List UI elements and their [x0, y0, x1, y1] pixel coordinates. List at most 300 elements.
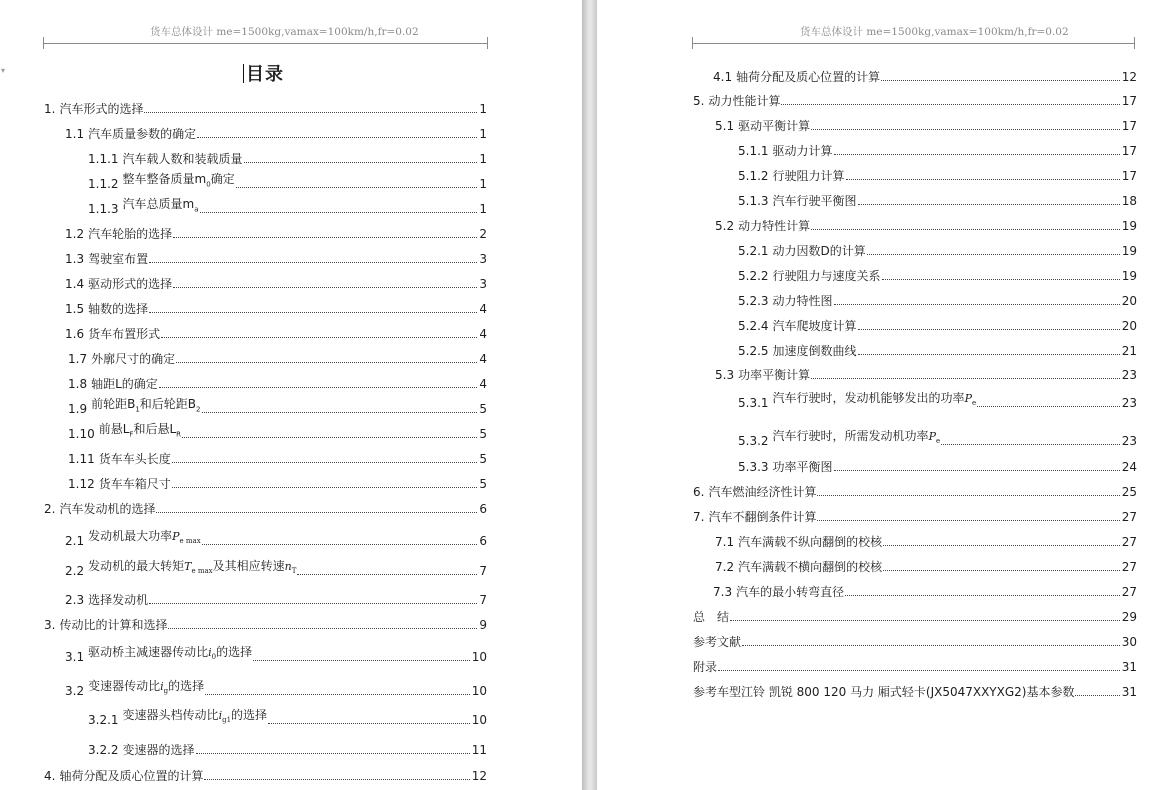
- toc-entry[interactable]: [715, 558, 1137, 574]
- math-subscript: e max: [191, 567, 213, 575]
- toc-entry-text: 轴荷分配及质心位置的计算: [736, 70, 881, 84]
- toc-page-number: 20: [1121, 294, 1137, 308]
- dot-leader: [1075, 695, 1119, 696]
- toc-page-number: 17: [1121, 119, 1137, 133]
- toc-page-number: 7: [479, 593, 487, 607]
- toc-entry-number: 4.: [44, 769, 56, 783]
- toc-page-number: 7: [479, 564, 487, 578]
- dot-leader: [834, 470, 1120, 471]
- page-header-text: 货车总体设计 me=1500kg,vamax=100km/h,fr=0.02: [800, 26, 1069, 38]
- toc-entry-number: 1.10: [68, 427, 95, 441]
- toc-entry-title: [773, 319, 857, 333]
- toc-title-text: 目录: [246, 64, 284, 85]
- toc-entry-title: [708, 510, 816, 524]
- dot-leader: [197, 137, 477, 138]
- toc-page-number: 3: [479, 252, 487, 266]
- toc-entry[interactable]: [68, 375, 487, 391]
- dot-leader: [883, 545, 1120, 546]
- toc-entry[interactable]: [65, 591, 487, 607]
- toc-subscript: F: [129, 430, 134, 438]
- toc-entry-number: 1.5: [65, 302, 85, 316]
- toc-entry-title: [773, 391, 977, 410]
- toc-page-number: 4: [479, 327, 487, 341]
- toc-entry-number: 7.3: [713, 585, 733, 599]
- toc-page-number: 23: [1121, 434, 1137, 448]
- toc-entry-number: 1.1: [65, 127, 85, 141]
- math-subscript: g: [163, 687, 169, 695]
- toc-entry[interactable]: [65, 125, 487, 141]
- toc-page-number: 11: [471, 743, 487, 757]
- math-symbol: [208, 646, 216, 659]
- toc-page-number: 10: [471, 684, 487, 698]
- toc-page-number: 5: [479, 402, 487, 416]
- toc-entry-number: 3.2.2: [88, 743, 119, 757]
- toc-entry-text: 驱动平衡计算: [738, 119, 811, 133]
- toc-page-number: 1: [479, 177, 487, 191]
- toc-entry-text: 驾驶室布置: [88, 252, 149, 266]
- math-subscript: 0: [211, 653, 217, 661]
- toc-entry-title: [736, 70, 880, 84]
- toc-entry[interactable]: [693, 483, 1137, 499]
- toc-entry-title: [99, 422, 181, 441]
- margin-marker-icon: ▾: [1, 66, 6, 75]
- math-var: i: [208, 645, 212, 659]
- toc-entry[interactable]: [65, 528, 487, 548]
- toc-entry[interactable]: [44, 100, 487, 116]
- header-corner-mark: [487, 37, 488, 49]
- toc-entry[interactable]: [68, 396, 487, 416]
- dot-leader: [817, 520, 1119, 521]
- toc-entry-title: [88, 127, 196, 141]
- toc-entry-text: 汽车行驶时，所需发动机功率: [772, 428, 929, 443]
- dot-leader: [268, 723, 470, 724]
- toc-entry[interactable]: [738, 192, 1137, 208]
- toc-entry-text: 的选择: [216, 644, 253, 659]
- toc-entry-number: 5.2.3: [738, 294, 769, 308]
- toc-entry-title: [91, 377, 158, 391]
- dot-leader: [882, 279, 1120, 280]
- toc-page-number: 25: [1121, 485, 1137, 499]
- toc-entry-text: 汽车轮胎的选择: [88, 227, 173, 241]
- toc-entry-title: [693, 635, 741, 649]
- toc-page-number: 23: [1121, 368, 1137, 382]
- toc-entry-text: 变速器传动比: [88, 678, 161, 693]
- toc-entry[interactable]: [65, 558, 487, 578]
- toc-entry[interactable]: [88, 196, 487, 216]
- math-symbol: [965, 392, 977, 405]
- dot-leader: [168, 628, 477, 629]
- toc-entry-number: 5.: [693, 94, 705, 108]
- dot-leader: [817, 495, 1119, 496]
- math-symbol: [929, 430, 941, 443]
- toc-entry-text: 发动机最大功率: [88, 528, 173, 543]
- toc-entry-text: 汽车不翻倒条件计算: [708, 510, 817, 524]
- toc-page-number: 17: [1121, 169, 1137, 183]
- toc-entry-title: [88, 529, 201, 548]
- toc-entry[interactable]: [65, 225, 487, 241]
- toc-entry-number: 1.2: [65, 227, 85, 241]
- toc-entry[interactable]: [738, 390, 1137, 410]
- toc-entry-title: [123, 172, 235, 191]
- toc-entry[interactable]: [65, 644, 487, 664]
- toc-page-number: 5: [479, 427, 487, 441]
- toc-entry-number: 5.2.2: [738, 269, 769, 283]
- toc-entry-title: [773, 344, 857, 358]
- toc-entry-number: 1.7: [68, 352, 88, 366]
- toc-page-number: 9: [479, 618, 487, 632]
- toc-entry-number: 3.: [44, 618, 56, 632]
- dot-leader: [718, 670, 1120, 671]
- toc-subscript: a: [194, 205, 199, 213]
- toc-page-number: 12: [471, 769, 487, 783]
- toc-entry[interactable]: [693, 683, 1137, 699]
- toc-entry-number: 3.2: [65, 684, 85, 698]
- math-symbol: [172, 530, 201, 543]
- toc-page-number: 5: [479, 477, 487, 491]
- toc-entry[interactable]: [693, 508, 1137, 524]
- toc-page-number: 27: [1121, 585, 1137, 599]
- toc-entry-number: 1.1.2: [88, 177, 119, 191]
- toc-entry[interactable]: [693, 92, 1137, 108]
- toc-entry-text: 轴数的选择: [88, 302, 149, 316]
- toc-entry-number: 7.1: [715, 535, 735, 549]
- dot-leader: [149, 312, 477, 313]
- dot-leader: [297, 574, 477, 575]
- toc-entry-number: 5.1.3: [738, 194, 769, 208]
- toc-entry-text: 动力特性计算: [738, 219, 811, 233]
- toc-entry-title: [736, 585, 844, 599]
- toc-entry-title: [91, 352, 175, 366]
- toc-entry-text: 汽车行驶平衡图: [772, 194, 857, 208]
- math-symbol: [184, 560, 212, 573]
- toc-entry-number: 5.2: [715, 219, 735, 233]
- toc-entry-text: 汽车发动机的选择: [59, 502, 156, 516]
- toc-entry-number: 5.3: [715, 368, 735, 382]
- page-gap: [582, 0, 597, 790]
- toc-entry[interactable]: [738, 342, 1137, 358]
- toc-entry-text: 驱动力计算: [772, 144, 833, 158]
- toc-entry-text: 汽车形式的选择: [59, 102, 144, 116]
- toc-entry[interactable]: [713, 68, 1137, 84]
- dot-leader: [161, 337, 477, 338]
- header-rule: [43, 43, 488, 44]
- dot-leader: [173, 237, 477, 238]
- toc-entry-number: 5.1: [715, 119, 735, 133]
- toc-entry-text: 变速器的选择: [122, 743, 195, 757]
- dot-leader: [182, 437, 477, 438]
- toc-page-number: 1: [479, 202, 487, 216]
- toc-page-number: 27: [1121, 560, 1137, 574]
- toc-entry-text: 参考文献: [693, 635, 742, 649]
- toc-entry-text: 功率平衡计算: [738, 368, 811, 382]
- toc-entry-text: 汽车质量参数的确定: [88, 127, 197, 141]
- toc-entry-text: 选择发动机: [88, 593, 149, 607]
- toc-title[interactable]: [243, 60, 284, 86]
- toc-entry-title: [773, 244, 866, 258]
- toc-entry-text: 功率平衡图: [772, 460, 833, 474]
- toc-entry-text: 汽车燃油经济性计算: [708, 485, 817, 499]
- toc-entry-title: [773, 169, 845, 183]
- toc-page-number: 27: [1121, 535, 1137, 549]
- toc-entry-text: 汽车满载不纵向翻倒的校核: [738, 535, 883, 549]
- toc-entry-number: 2.1: [65, 534, 85, 548]
- toc-entry[interactable]: [88, 707, 487, 727]
- dot-leader: [253, 660, 470, 661]
- dot-leader: [200, 212, 478, 213]
- toc-entry-title: [88, 277, 172, 291]
- dot-leader: [834, 304, 1120, 305]
- toc-entry-text: 汽车爬坡度计算: [772, 319, 857, 333]
- toc-entry[interactable]: [44, 500, 487, 516]
- toc-entry-number: 1.1.1: [88, 152, 119, 166]
- dot-leader: [881, 80, 1120, 81]
- dot-leader: [781, 104, 1119, 105]
- toc-entry-title: [59, 769, 203, 783]
- toc-subscript: 1: [135, 405, 140, 413]
- header-corner-mark: [1134, 37, 1135, 49]
- toc-entry[interactable]: [693, 608, 1137, 624]
- toc-entry-number: 3.1: [65, 650, 85, 664]
- dot-leader: [742, 645, 1120, 646]
- toc-entry-number: 1.: [44, 102, 56, 116]
- toc-entry-title: [88, 593, 148, 607]
- page-header-text: 货车总体设计 me=1500kg,vamax=100km/h,fr=0.02: [150, 26, 419, 38]
- math-var: T: [184, 559, 192, 573]
- dot-leader: [730, 620, 1120, 621]
- toc-entry[interactable]: [65, 300, 487, 316]
- toc-entry-number: 5.1.1: [738, 144, 769, 158]
- toc-entry[interactable]: [738, 142, 1137, 158]
- toc-entry-number: 1.11: [68, 452, 95, 466]
- toc-entry[interactable]: [88, 171, 487, 191]
- toc-entry[interactable]: [713, 583, 1137, 599]
- toc-entry[interactable]: [68, 450, 487, 466]
- toc-entry[interactable]: [68, 421, 487, 441]
- toc-entry[interactable]: [65, 250, 487, 266]
- dot-leader: [811, 378, 1120, 379]
- toc-entry-title: [88, 559, 296, 578]
- toc-entry[interactable]: [693, 658, 1137, 674]
- toc-entry[interactable]: [715, 217, 1137, 233]
- toc-entry-text: 确定: [210, 171, 235, 186]
- toc-entry-title: [99, 452, 171, 466]
- document-page-right: [597, 0, 1150, 790]
- toc-entry-title: [91, 397, 200, 416]
- dot-leader: [172, 462, 478, 463]
- toc-entry-text: 驱动形式的选择: [88, 277, 173, 291]
- toc-entry-number: 1.9: [68, 402, 88, 416]
- toc-entry-number: 2.2: [65, 564, 85, 578]
- toc-page-number: 27: [1121, 510, 1137, 524]
- toc-entry-title: [123, 152, 243, 166]
- math-var: P: [964, 391, 972, 405]
- toc-entry[interactable]: [65, 325, 487, 341]
- toc-entry-number: 1.3: [65, 252, 85, 266]
- toc-entry-text: 的选择: [168, 678, 205, 693]
- toc-subscript: R: [176, 430, 181, 438]
- toc-page-number: 29: [1121, 610, 1137, 624]
- toc-entry-title: [773, 269, 881, 283]
- toc-entry-number: 5.3.1: [738, 396, 769, 410]
- dot-leader: [941, 444, 1120, 445]
- toc-entry-number: 5.2.4: [738, 319, 769, 333]
- toc-entry-number: 3.2.1: [88, 713, 119, 727]
- toc-entry-text: 整车整备质量m: [122, 171, 207, 186]
- toc-entry-text: 货车车头长度: [98, 452, 171, 466]
- toc-entry-number: 2.3: [65, 593, 85, 607]
- toc-entry-text: 汽车载人数和装载质量: [122, 152, 243, 166]
- toc-entry[interactable]: [738, 167, 1137, 183]
- toc-entry-title: [88, 252, 148, 266]
- toc-entry-title: [88, 227, 172, 241]
- toc-entry[interactable]: [715, 366, 1137, 382]
- toc-entry-title: [738, 368, 810, 382]
- toc-entry-text: 总 结: [693, 610, 730, 624]
- toc-entry[interactable]: [44, 616, 487, 632]
- toc-entry-number: 5.2.1: [738, 244, 769, 258]
- toc-entry[interactable]: [738, 458, 1137, 474]
- toc-entry-title: [88, 327, 160, 341]
- toc-page-number: 1: [479, 102, 487, 116]
- toc-entry-text: 轴荷分配及质心位置的计算: [59, 769, 204, 783]
- toc-page-number: 10: [471, 650, 487, 664]
- toc-entry-number: 5.1.2: [738, 169, 769, 183]
- toc-page-number: 10: [471, 713, 487, 727]
- toc-entry-title: [773, 194, 857, 208]
- toc-entry[interactable]: [715, 533, 1137, 549]
- toc-entry-title: [738, 535, 882, 549]
- dot-leader: [202, 412, 478, 413]
- toc-entry-text: 发动机的最大转矩: [88, 558, 185, 573]
- toc-entry-title: [693, 660, 717, 674]
- toc-entry-number: 1.4: [65, 277, 85, 291]
- dot-leader: [173, 287, 477, 288]
- dot-leader: [846, 179, 1120, 180]
- toc-page-number: 6: [479, 534, 487, 548]
- toc-page-number: 20: [1121, 319, 1137, 333]
- toc-entry-text: 驱动桥主减速器传动比: [88, 644, 209, 659]
- toc-entry-title: [693, 610, 729, 624]
- toc-page-number: 4: [479, 377, 487, 391]
- toc-entry[interactable]: [44, 767, 487, 783]
- math-subscript: e: [971, 399, 977, 407]
- toc-entry-text: 汽车行驶时，发动机能够发出的功率: [772, 390, 965, 405]
- math-symbol: [219, 709, 231, 722]
- toc-entry-number: 7.2: [715, 560, 735, 574]
- math-symbol: [285, 560, 297, 573]
- toc-entry-text: 货车车箱尺寸: [98, 477, 171, 491]
- dot-leader: [883, 570, 1120, 571]
- dot-leader: [149, 262, 477, 263]
- toc-page-number: 3: [479, 277, 487, 291]
- math-subscript: e: [935, 437, 941, 445]
- math-subscript: g1: [222, 716, 232, 724]
- toc-page-number: 4: [479, 352, 487, 366]
- toc-entry[interactable]: [738, 428, 1137, 448]
- dot-leader: [867, 254, 1120, 255]
- toc-page-number: 30: [1121, 635, 1137, 649]
- toc-entry-title: [88, 679, 204, 698]
- math-subscript: e max: [179, 537, 201, 545]
- toc-entry[interactable]: [738, 317, 1137, 333]
- toc-entry[interactable]: [738, 267, 1137, 283]
- toc-entry-title: [123, 197, 199, 216]
- toc-entry-title: [88, 302, 148, 316]
- toc-entry-text: 动力特性图: [772, 294, 833, 308]
- toc-page-number: 5: [479, 452, 487, 466]
- toc-entry[interactable]: [65, 275, 487, 291]
- toc-entry[interactable]: [88, 150, 487, 166]
- toc-entry-text: 汽车的最小转弯直径: [736, 585, 845, 599]
- dot-leader: [196, 753, 470, 754]
- toc-entry[interactable]: [68, 475, 487, 491]
- toc-entry[interactable]: [65, 678, 487, 698]
- toc-entry[interactable]: [738, 292, 1137, 308]
- toc-entry-text: 货车布置形式: [88, 327, 161, 341]
- toc-entry-title: [738, 560, 882, 574]
- toc-page-number: 19: [1121, 244, 1137, 258]
- toc-page-number: 2: [479, 227, 487, 241]
- toc-entry-text: 动力因数D的计算: [772, 244, 866, 258]
- toc-entry[interactable]: [715, 117, 1137, 133]
- toc-entry-title: [773, 429, 941, 448]
- toc-entry-text: 参考车型江铃 凯锐 800 120 马力 厢式轻卡(JX5047XXYXG2)基本参数: [693, 685, 1075, 699]
- dot-leader: [858, 329, 1120, 330]
- toc-page-number: 1: [479, 127, 487, 141]
- toc-entry[interactable]: [88, 741, 487, 757]
- math-var: P: [172, 529, 180, 543]
- toc-subscript: 0: [206, 180, 211, 188]
- dot-leader: [202, 544, 478, 545]
- toc-page-number: 12: [1121, 70, 1137, 84]
- toc-entry-text: 变速器头档传动比: [122, 707, 219, 722]
- toc-entry-number: 5.2.5: [738, 344, 769, 358]
- dot-leader: [834, 154, 1120, 155]
- toc-page-number: 17: [1121, 94, 1137, 108]
- toc-page-number: 19: [1121, 219, 1137, 233]
- dot-leader: [236, 187, 478, 188]
- dot-leader: [149, 603, 477, 604]
- toc-entry-title: [738, 119, 810, 133]
- toc-page-number: 24: [1121, 460, 1137, 474]
- toc-entry-text: 外廓尺寸的确定: [91, 352, 176, 366]
- toc-entry-text: 行驶阻力计算: [772, 169, 845, 183]
- toc-entry-number: 5.3.3: [738, 460, 769, 474]
- toc-entry-number: 1.12: [68, 477, 95, 491]
- toc-entry[interactable]: [68, 350, 487, 366]
- toc-page-number: 31: [1121, 685, 1137, 699]
- toc-entry-title: [123, 743, 195, 757]
- toc-entry-title: [708, 485, 816, 499]
- dot-leader: [144, 112, 477, 113]
- toc-entry-title: [123, 708, 268, 727]
- toc-entry-text: 前悬L: [98, 421, 130, 436]
- toc-entry-text: 行驶阻力与速度关系: [772, 269, 881, 283]
- dot-leader: [858, 354, 1120, 355]
- dot-leader: [811, 229, 1120, 230]
- toc-entry-title: [88, 645, 252, 664]
- toc-entry-number: 4.1: [713, 70, 733, 84]
- dot-leader: [172, 487, 478, 488]
- math-var: P: [928, 429, 936, 443]
- toc-page-number: 1: [479, 152, 487, 166]
- toc-entry-number: 1.1.3: [88, 202, 119, 216]
- toc-entry-number: 5.3.2: [738, 434, 769, 448]
- toc-entry[interactable]: [693, 633, 1137, 649]
- toc-entry-text: 附录: [693, 660, 718, 674]
- toc-entry-number: 7.: [693, 510, 705, 524]
- toc-entry[interactable]: [738, 242, 1137, 258]
